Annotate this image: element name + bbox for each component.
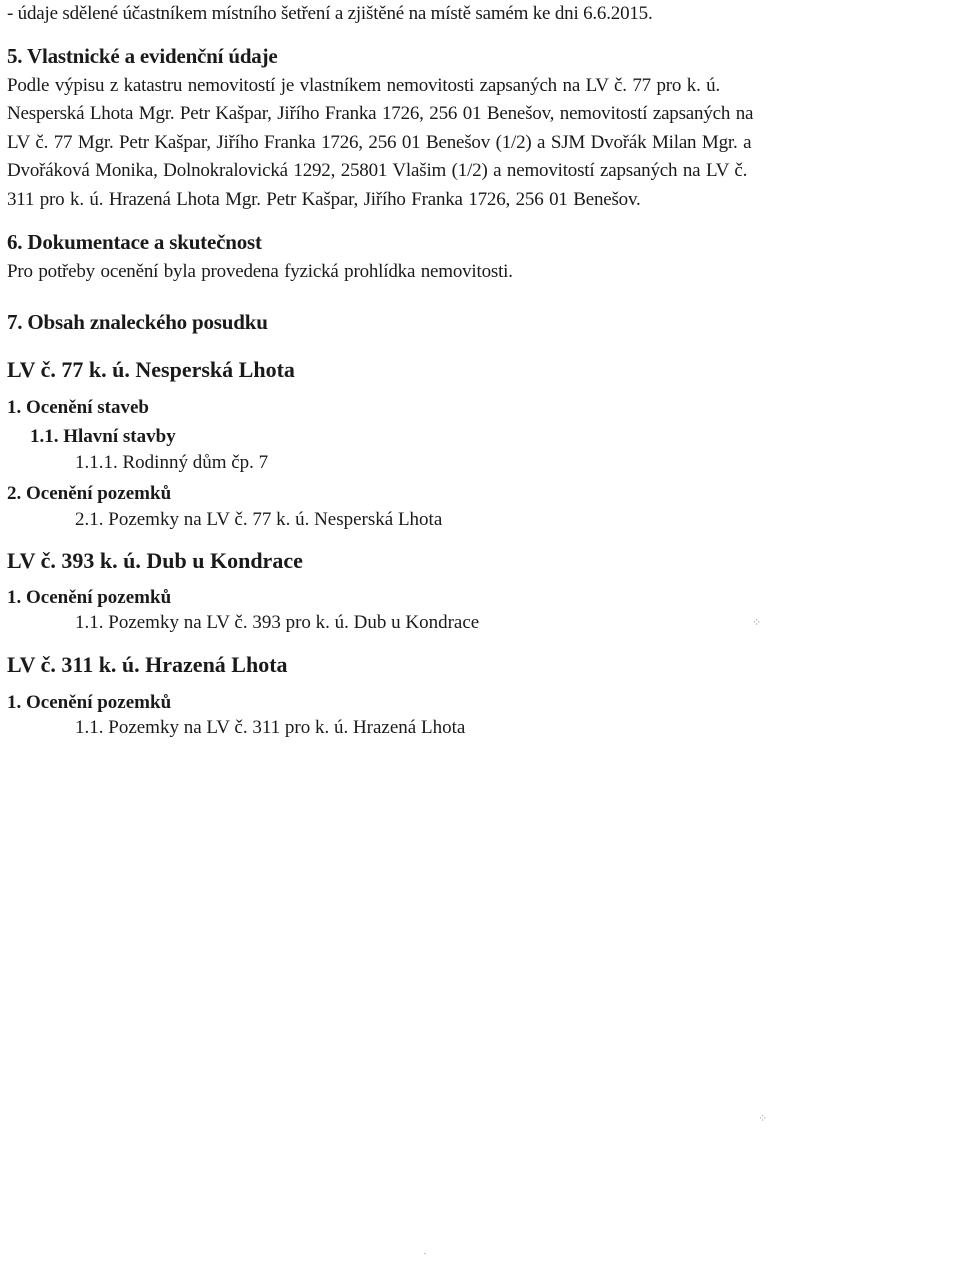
scan-speck: ⁘ [758,1113,768,1125]
scan-speck: ⁘ [752,617,762,629]
section-5-paragraph [7,72,897,214]
section-6-paragraph [7,258,897,286]
lv-393-heading: LV č. 393 k. ú. Dub u Kondrace [7,548,303,573]
section-5-heading: 5. Vlastnické a evidenční údaje [7,44,278,68]
lv-311-item-1-1: 1.1. Pozemky na LV č. 311 pro k. ú. Hrazená Lhota [75,717,466,738]
section-6-heading: 6. Dokumentace a skutečnost [7,230,262,254]
scan-speck: · [423,1248,427,1260]
intro-line: - údaje sdělené účastníkem místního šetření a zjištěné na místě samém ke dni 6.6.2015. [7,3,653,24]
lv-77-item-1-1-1: 1.1.1. Rodinný dům čp. 7 [75,452,269,473]
lv-77-item-2: 2. Ocenění pozemků [7,483,172,504]
section-7-heading: 7. Obsah znaleckého posudku [7,310,268,334]
section-5-line-1: Podle výpisu z katastru nemovitostí je vlastníkem nemovitosti zapsaných na LV č. 77 pro k. ú. [7,75,721,96]
section-5-line-3: LV č. 77 Mgr. Petr Kašpar, Jiřího Franka 1726, 256 01 Benešov (1/2) a SJM Dvořák Milan Mgr. a [7,131,752,153]
section-5-line-2: Nesperská Lhota Mgr. Petr Kašpar, Jiřího Franka 1726, 256 01 Benešov, nemovitostí zapsaných na [7,103,754,125]
lv-77-heading: LV č. 77 k. ú. Nesperská Lhota [7,357,295,382]
lv-77-item-1: 1. Ocenění staveb [7,397,149,418]
section-6-text: Pro potřeby ocenění byla provedena fyzická prohlídka nemovitosti. [7,261,513,282]
lv-393-item-1-1: 1.1. Pozemky na LV č. 393 pro k. ú. Dub u Kondrace [75,612,480,633]
lv-311-heading: LV č. 311 k. ú. Hrazená Lhota [7,652,288,677]
lv-77-item-1-1: 1.1. Hlavní stavby [30,426,176,447]
lv-77-item-2-1: 2.1. Pozemky na LV č. 77 k. ú. Nesperská Lhota [75,509,443,530]
lv-311-item-1: 1. Ocenění pozemků [7,692,172,713]
lv-393-item-1: 1. Ocenění pozemků [7,587,172,608]
section-5-line-4: Dvořáková Monika, Dolnokralovická 1292, 25801 Vlašim (1/2) a nemovitostí zapsaných na LV č. [7,160,748,182]
section-5-line-5: 311 pro k. ú. Hrazená Lhota Mgr. Petr Kašpar, Jiřího Franka 1726, 256 01 Benešov. [7,188,641,210]
